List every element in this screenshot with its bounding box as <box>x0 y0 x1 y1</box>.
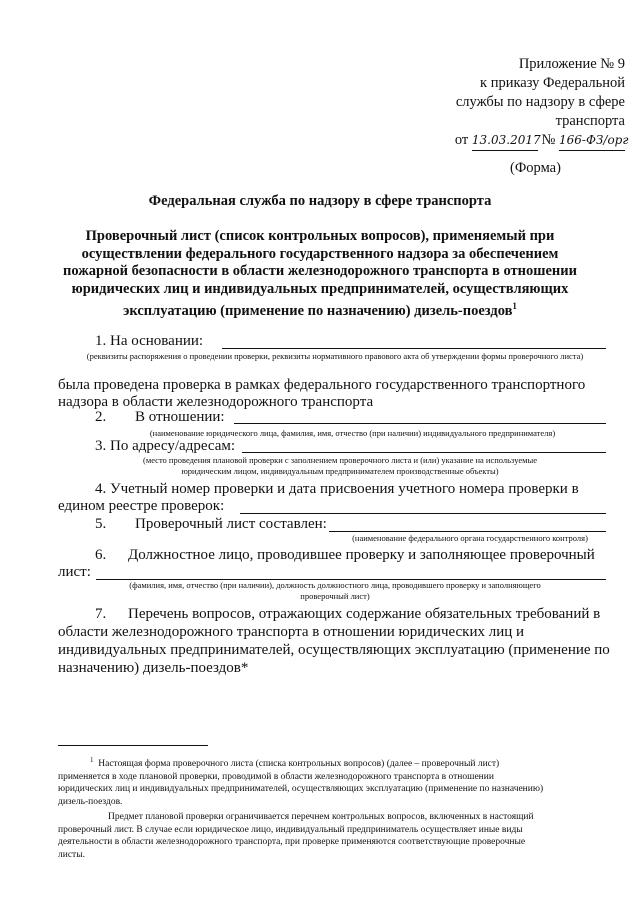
title-line: пожарной безопасности в области железнодорожного транспорта в отношении <box>63 263 577 280</box>
item-4-field <box>240 513 606 514</box>
item-2-number: 2. <box>95 409 107 425</box>
item-7-text-4: назначению) дизель-поездов* <box>58 660 249 676</box>
item-7-text-3: индивидуальных предпринимателей, осуществляющих эксплуатацию (применение по <box>58 642 610 658</box>
item-6-text-2: лист: <box>58 564 91 580</box>
item-7-text-1: Перечень вопросов, отражающих содержание обязательных требований в <box>128 606 601 622</box>
footnote-p1-line: юридических лиц и индивидуальных предпринимателей, осуществляющих эксплуатацию (применение по назначению) <box>58 784 544 795</box>
item-2-field <box>234 423 606 424</box>
item-7-text-2: области железнодорожного транспорта в отношении юридических лиц и <box>58 624 525 640</box>
order-number: 166-ФЗ/орг <box>559 131 625 151</box>
item-4-text-2: едином реестре проверок: <box>58 498 225 514</box>
item-1-caption: (реквизиты распоряжения о проведении проверки, реквизиты нормативного правового акта об утверждении формы проверочного листа) <box>86 351 584 361</box>
footnote-mark: 1 <box>90 756 94 764</box>
title-line: осуществлении федерального государственного надзора за обеспечением <box>81 245 559 262</box>
title-line: юридических лиц и индивидуальных предпринимателей, осуществляющих <box>71 280 569 297</box>
footnote <box>58 754 613 861</box>
footnote-p1-line: применяется в ходе плановой проверки, проводимой в области железнодорожного транспорта в отношении <box>58 771 494 782</box>
footnote-separator <box>58 745 208 746</box>
item-3-label: 3. По адресу/адресам: <box>95 438 236 454</box>
item-1-text-2: надзора в области железнодорожного транспорта <box>58 394 374 410</box>
item-6-number: 6. <box>95 547 107 563</box>
footnote-p2-line: проверочный лист. В случае если юридическое лицо, индивидуальный предприниматель осуществляет иные виды <box>58 824 523 835</box>
item-6-caption-line: проверочный лист) <box>300 591 370 601</box>
item-3-field <box>242 452 606 453</box>
from-label: от <box>454 132 469 148</box>
footnote-p2-line: листы. <box>58 849 85 860</box>
item-6-caption <box>55 580 615 602</box>
order-ref-line: к приказу Федеральной <box>480 75 625 91</box>
item-5-number: 5. <box>95 516 107 532</box>
title-line <box>30 298 610 320</box>
document-title <box>30 228 610 321</box>
appendix-number: Приложение № 9 <box>518 56 625 72</box>
footnote-p2-line: Предмет плановой проверки ограничивается перечнем контрольных вопросов, включенных в настоящий <box>108 812 534 823</box>
number-label: № <box>541 132 556 148</box>
item-5-label: Проверочный лист составлен: <box>135 516 327 532</box>
item-5-field <box>329 531 606 532</box>
footnote-p1-line <box>58 754 613 771</box>
item-1-label: 1. На основании: <box>95 333 204 349</box>
item-7-number: 7. <box>95 606 107 622</box>
title-line-text: эксплуатацию (применение по назначению) дизель-поездов <box>123 303 513 320</box>
title-line: Проверочный лист (список контрольных вопросов), применяемый при <box>85 228 555 244</box>
item-1-field <box>222 348 606 349</box>
item-4-text-1: 4. Учетный номер проверки и дата присвоения учетного номера проверки в <box>95 481 579 497</box>
appendix-header <box>380 55 629 151</box>
order-date: 13.03.2017 <box>472 131 538 151</box>
item-6-caption-line: (фамилия, имя, отчество (при наличии), должность должностного лица, проводившего проверку и заполняющего <box>129 580 541 590</box>
footnote-p2-line: деятельности в области железнодорожного транспорта, при проверке применяются соответствующие проверочные <box>58 837 526 848</box>
item-6-text-1: Должностное лицо, проводившее проверку и заполняющее проверочный <box>128 547 595 563</box>
item-2-label: В отношении: <box>135 409 225 425</box>
item-3-caption-line: юридическим лицом, индивидуальным предпринимателем производственные объекты) <box>181 466 499 476</box>
order-date-number <box>380 131 629 151</box>
form-label: (Форма) <box>510 160 561 176</box>
footnote-p1-text: Настоящая форма проверочного листа (списка контрольных вопросов) (далее – проверочный лист) <box>98 759 500 770</box>
footnote-ref: 1 <box>512 301 517 312</box>
agency-title: Федеральная служба по надзору в сфере транспорта <box>148 193 492 209</box>
item-2-caption: (наименование юридического лица, фамилия, имя, отчество (при наличии) индивидуального предпринимателя) <box>149 428 556 438</box>
order-agency-line: службы по надзору в сфере <box>455 94 625 110</box>
footnote-p1-line: дизель-поездов. <box>58 796 123 807</box>
item-5-caption: (наименование федерального органа государственного контроля) <box>352 533 588 543</box>
order-agency-line-2: транспорта <box>555 113 625 129</box>
item-1-text-1: была проведена проверка в рамках федерального государственного транспортного <box>58 377 586 393</box>
item-3-caption-line: (место проведения плановой проверки с заполнением проверочного листа и (или) указание на используемые <box>142 455 537 465</box>
item-3-caption <box>80 455 600 477</box>
